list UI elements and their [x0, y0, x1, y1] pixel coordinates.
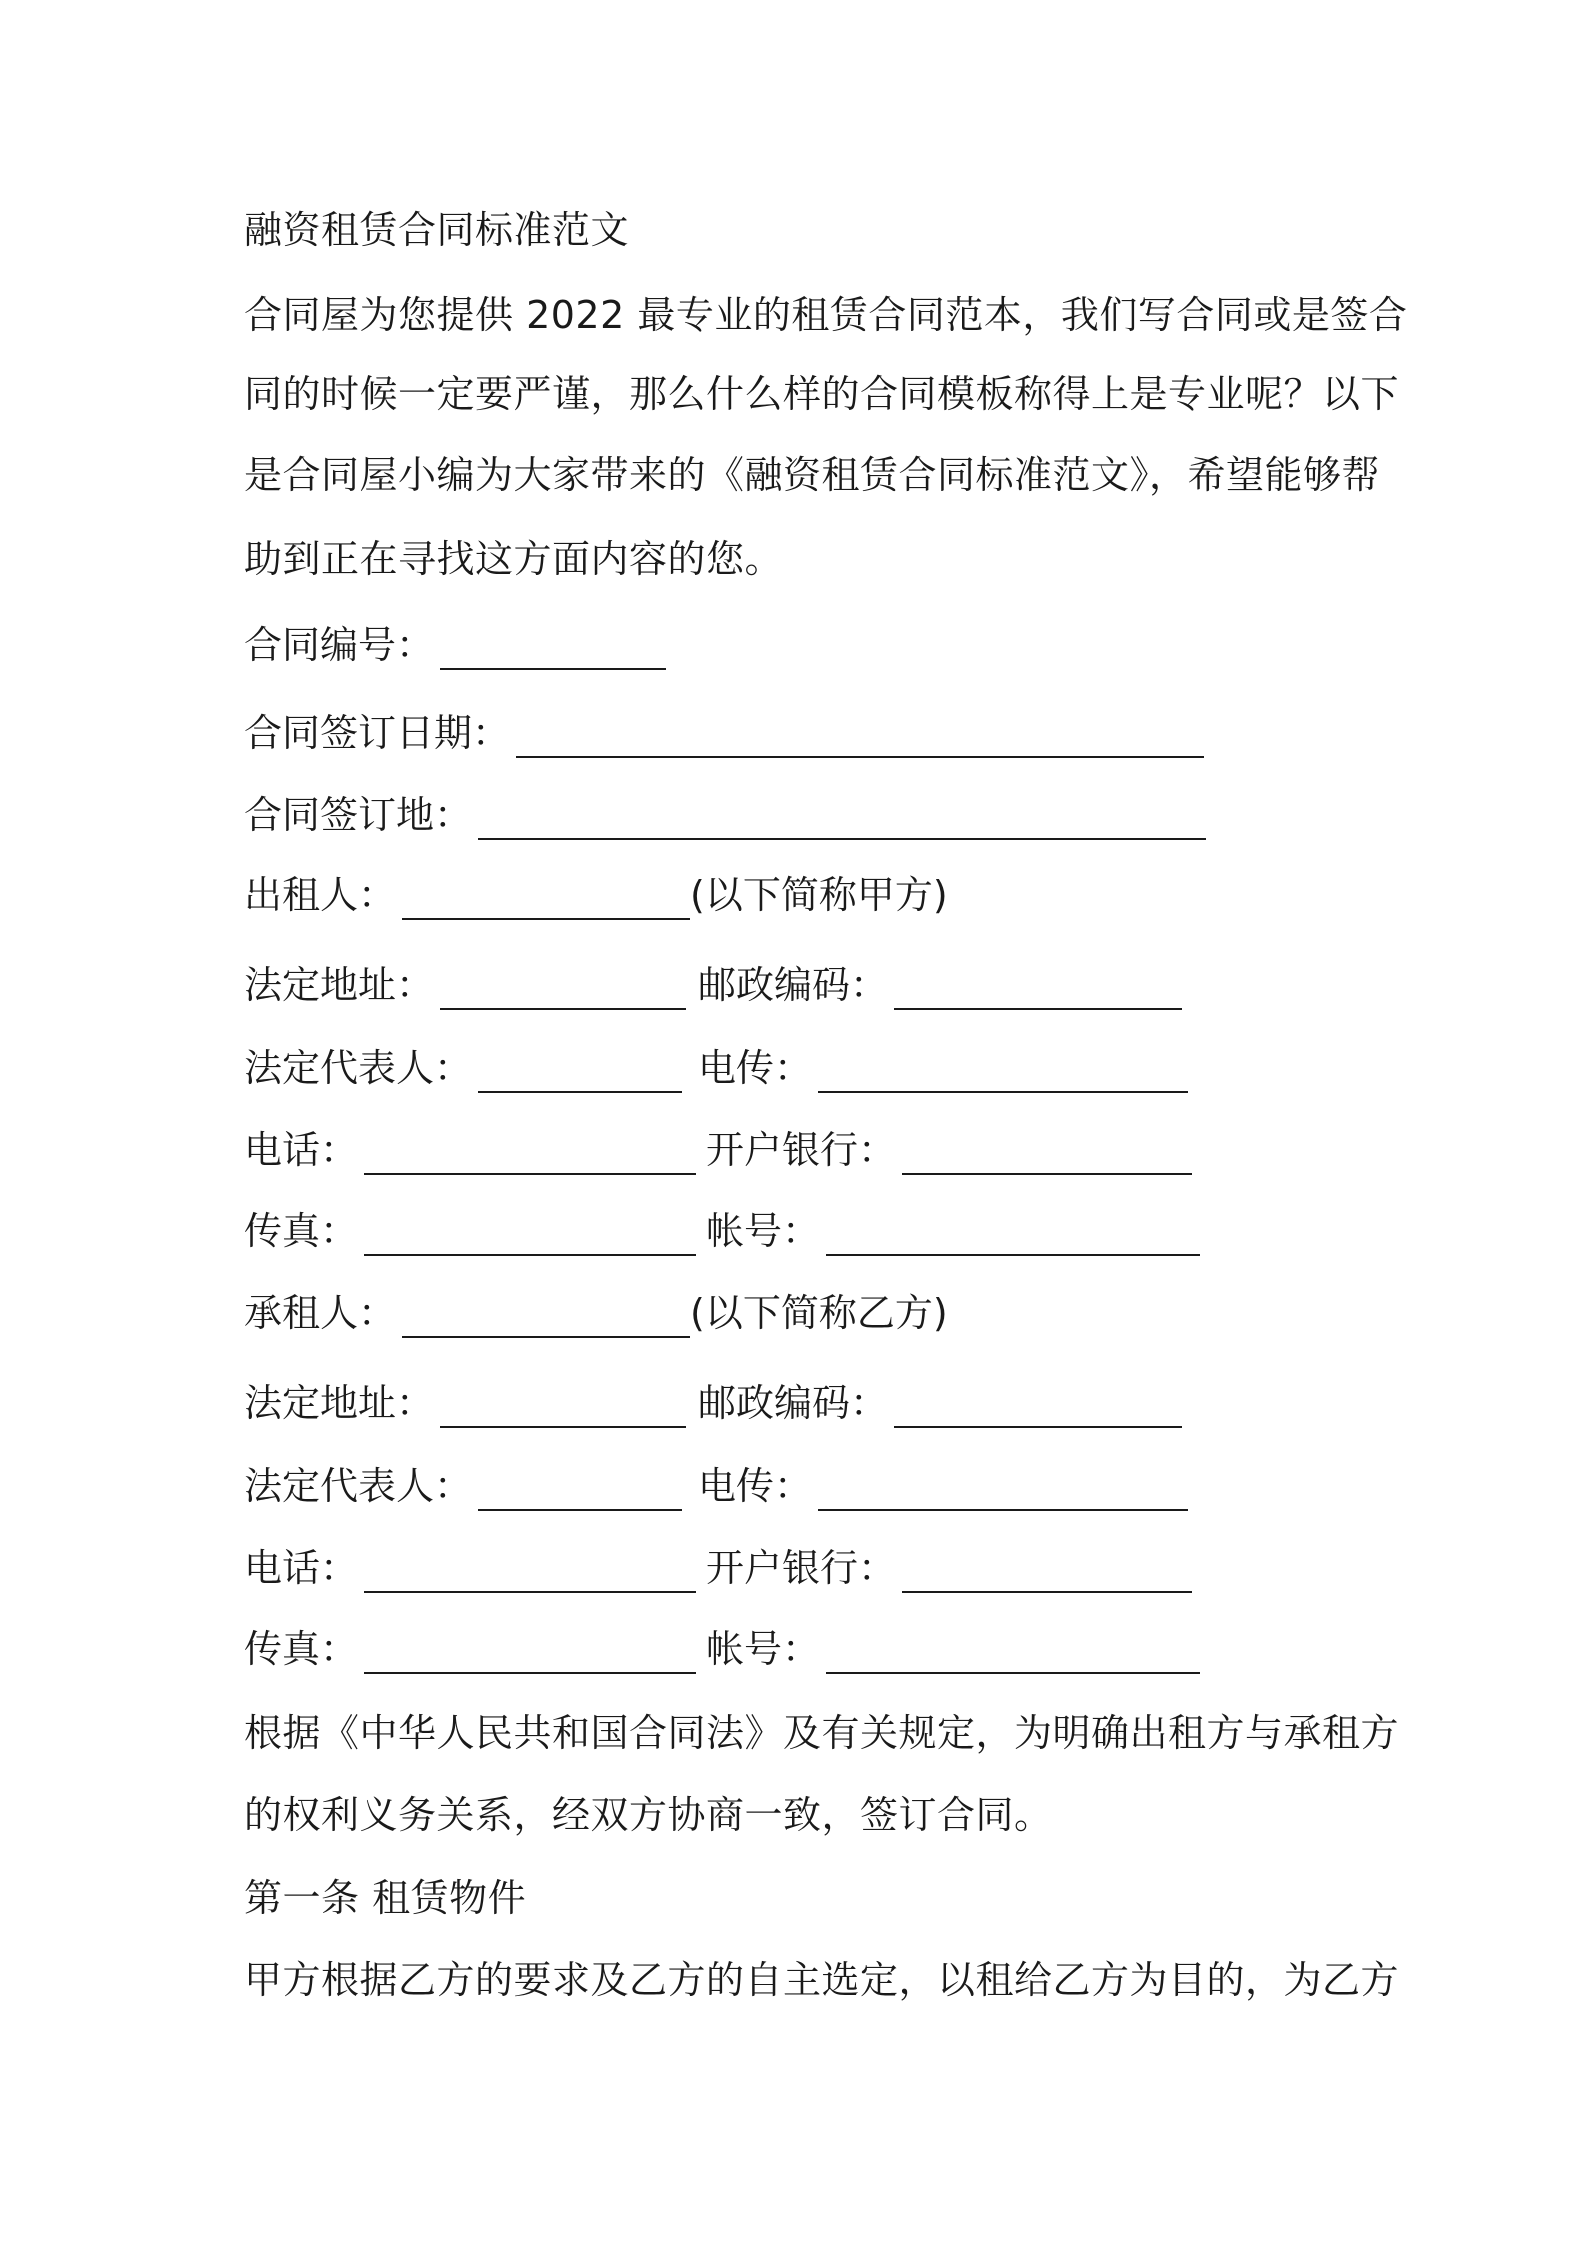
lessor-address-row	[244, 960, 1364, 1010]
lessee-rep-blank[interactable]	[478, 1469, 682, 1511]
lessor-fax-label: 传真：	[244, 1209, 359, 1253]
sign-date-label: 合同签订日期：	[244, 711, 511, 755]
lessor-postcode-field	[698, 960, 1182, 1010]
lessee-bank-label: 开户银行：	[706, 1546, 897, 1590]
lessor-phone-label: 电话：	[244, 1128, 359, 1172]
lessor-bank-blank[interactable]	[902, 1133, 1192, 1175]
lessor-bank-field	[706, 1125, 1192, 1175]
lessee-rep-label: 法定代表人：	[244, 1464, 473, 1508]
lessee-label: 承租人：	[244, 1291, 397, 1335]
basis-line-2: 的权利义务关系，经双方协商一致，签订合同。	[244, 1793, 1053, 1837]
lessor-address-label: 法定地址：	[244, 963, 435, 1007]
contract-no-label: 合同编号：	[244, 623, 435, 667]
lessee-telex-blank[interactable]	[818, 1469, 1188, 1511]
sign-place-label: 合同签订地：	[244, 793, 473, 837]
sign-date-field	[244, 708, 1204, 758]
lessee-fax-label: 传真：	[244, 1627, 359, 1671]
lessor-fax-row	[244, 1206, 1364, 1256]
lessor-bank-label: 开户银行：	[706, 1128, 897, 1172]
lessor-postcode-blank[interactable]	[894, 968, 1182, 1010]
lessee-fax-row	[244, 1624, 1364, 1674]
lessee-address-blank[interactable]	[440, 1386, 686, 1428]
lessee-bank-field	[706, 1543, 1192, 1593]
lessee-bank-blank[interactable]	[902, 1551, 1192, 1593]
lessee-address-row	[244, 1378, 1364, 1428]
lessee-telex-label: 电传：	[698, 1464, 813, 1508]
lessee-account-blank[interactable]	[826, 1632, 1200, 1674]
lessor-fax-blank[interactable]	[364, 1214, 696, 1256]
intro-line-3: 是合同屋小编为大家带来的《融资租赁合同标准范文》，希望能够帮	[244, 453, 1381, 497]
contract-no-blank[interactable]	[440, 628, 666, 670]
lessor-field	[244, 870, 948, 920]
lessor-account-label: 帐号：	[706, 1209, 821, 1253]
lessee-address-label: 法定地址：	[244, 1381, 435, 1425]
lessor-telex-label: 电传：	[698, 1046, 813, 1090]
lessor-label: 出租人：	[244, 873, 397, 917]
lessor-phone-blank[interactable]	[364, 1133, 696, 1175]
sign-date-blank[interactable]	[516, 716, 1204, 758]
lessor-account-field	[706, 1206, 1200, 1256]
lessee-phone-row	[244, 1543, 1364, 1593]
lessor-telex-field	[698, 1043, 1188, 1093]
intro-line-4: 助到正在寻找这方面内容的您。	[244, 537, 784, 581]
lessee-rep-row	[244, 1461, 1364, 1511]
lessee-telex-field	[698, 1461, 1188, 1511]
lessee-phone-blank[interactable]	[364, 1551, 696, 1593]
lessor-rep-row	[244, 1043, 1364, 1093]
lessor-account-blank[interactable]	[826, 1214, 1200, 1256]
lessor-blank[interactable]	[402, 878, 690, 920]
lessor-suffix: (以下简称甲方)	[690, 873, 948, 917]
lessee-postcode-field	[698, 1378, 1182, 1428]
lessee-account-label: 帐号：	[706, 1627, 821, 1671]
lessee-postcode-blank[interactable]	[894, 1386, 1182, 1428]
contract-no-field	[244, 620, 666, 670]
sign-place-blank[interactable]	[478, 798, 1206, 840]
lessor-rep-label: 法定代表人：	[244, 1046, 473, 1090]
lessee-postcode-label: 邮政编码：	[698, 1381, 889, 1425]
sign-place-field	[244, 790, 1206, 840]
lessee-field	[244, 1288, 948, 1338]
lessor-phone-row	[244, 1125, 1364, 1175]
lessor-address-blank[interactable]	[440, 968, 686, 1010]
lessor-postcode-label: 邮政编码：	[698, 963, 889, 1007]
lessee-fax-blank[interactable]	[364, 1632, 696, 1674]
document-title: 融资租赁合同标准范文	[244, 208, 630, 252]
lessor-telex-blank[interactable]	[818, 1051, 1188, 1093]
lessee-blank[interactable]	[402, 1296, 690, 1338]
article-1-heading: 第一条 租赁物件	[244, 1876, 527, 1920]
basis-line-1: 根据《中华人民共和国合同法》及有关规定，为明确出租方与承租方	[244, 1711, 1400, 1755]
intro-line-1: 合同屋为您提供 2022 最专业的租赁合同范本，我们写合同或是签合	[244, 293, 1408, 337]
article-1-body-line-1: 甲方根据乙方的要求及乙方的自主选定，以租给乙方为目的，为乙方	[244, 1958, 1400, 2002]
lessee-phone-label: 电话：	[244, 1546, 359, 1590]
lessee-account-field	[706, 1624, 1200, 1674]
lessor-rep-blank[interactable]	[478, 1051, 682, 1093]
intro-line-2: 同的时候一定要严谨，那么什么样的合同模板称得上是专业呢？以下	[244, 372, 1400, 416]
lessee-suffix: (以下简称乙方)	[690, 1291, 948, 1335]
